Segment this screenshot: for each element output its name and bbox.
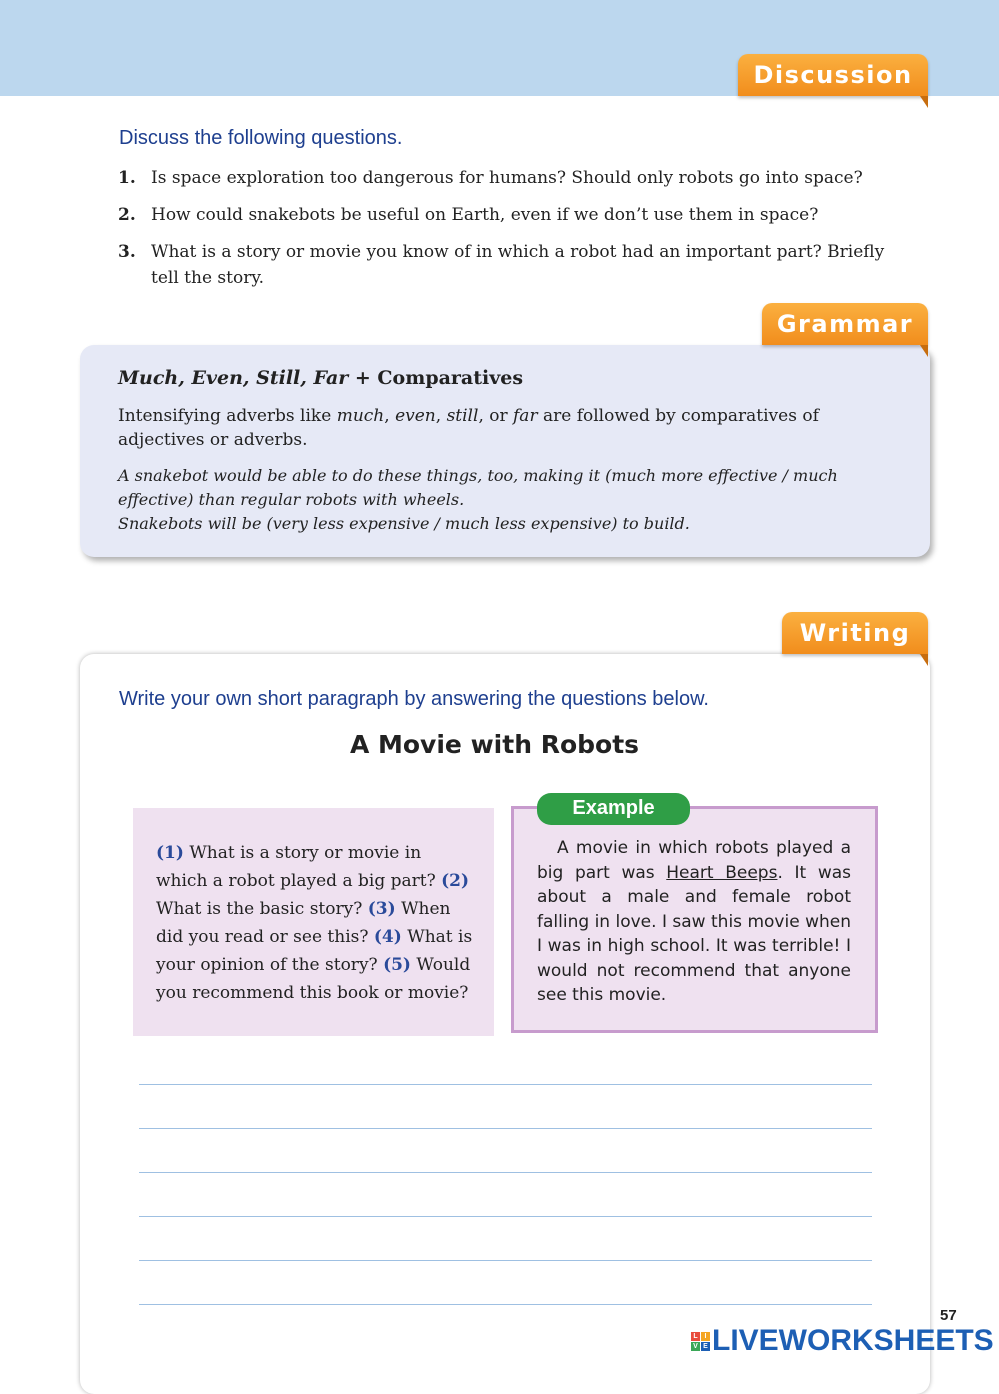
prompt-number: (1)	[156, 843, 184, 863]
grammar-title	[118, 367, 523, 389]
example-text: A movie in which robots played a big part was	[537, 838, 851, 883]
prompt-text: When did you read or see this?	[156, 899, 451, 947]
grammar-title-adverbs: Much, Even, Still, Far	[118, 367, 349, 389]
rule-word: still	[446, 406, 479, 426]
discussion-heading: Discuss the following questions.	[119, 127, 403, 149]
page-number: 57	[940, 1307, 957, 1324]
prompt-number: (4)	[373, 927, 402, 947]
logo-letter: V	[691, 1342, 700, 1351]
logo-letter: I	[701, 1332, 710, 1341]
prompt-text: Would you recommend this book or movie?	[156, 955, 471, 1003]
example-paragraph	[537, 836, 851, 1008]
rule-text: ,	[435, 406, 447, 426]
grammar-rule	[118, 404, 908, 452]
rule-word: far	[513, 406, 538, 426]
example-text: . It was about a male and female robot falling in love. I saw this movie when I was in high school. It was terrible! I would not recommend that anyone see this movie.	[537, 862, 851, 1005]
rule-word: even	[395, 406, 436, 426]
grammar-tab: Grammar	[762, 303, 928, 345]
example-label: Example	[537, 793, 690, 825]
prompt-number: (5)	[383, 955, 411, 975]
logo-icon	[691, 1332, 710, 1351]
question-text: How could snakebots be useful on Earth, even if we don’t use them in space?	[151, 205, 819, 225]
writing-line[interactable]	[139, 1172, 872, 1173]
grammar-examples	[118, 464, 918, 536]
grammar-title-rest: + Comparatives	[354, 367, 524, 389]
list-item	[118, 202, 908, 228]
prompt-text: What is the basic story?	[156, 899, 368, 919]
writing-line[interactable]	[139, 1304, 872, 1305]
question-number: 1.	[118, 168, 136, 188]
liveworksheets-logo	[691, 1326, 994, 1356]
writing-heading: Write your own short paragraph by answering the questions below.	[119, 688, 709, 710]
rule-text: are followed by comparatives of adjectives or adverbs.	[118, 406, 819, 450]
question-number: 2.	[118, 205, 136, 225]
question-number: 3.	[118, 242, 136, 262]
prompt-text: What is your opinion of the story?	[156, 927, 473, 975]
grammar-example-2: Snakebots will be (very less expensive / much less expensive) to build.	[118, 514, 690, 533]
logo-wordmark: LIVEWORKSHEETS	[712, 1324, 994, 1357]
rule-text: Intensifying adverbs like	[118, 406, 337, 426]
writing-tab: Writing	[782, 612, 928, 654]
question-text: What is a story or movie you know of in which a robot had an important part? Briefly tell the story.	[151, 242, 885, 288]
rule-text: ,	[384, 406, 396, 426]
writing-line[interactable]	[139, 1084, 872, 1085]
writing-line[interactable]	[139, 1260, 872, 1261]
discussion-question-list	[118, 165, 908, 302]
logo-letter: L	[691, 1332, 700, 1341]
rule-text: , or	[478, 406, 514, 426]
logo-letter: E	[701, 1342, 710, 1351]
list-item	[118, 239, 908, 291]
writing-line[interactable]	[139, 1216, 872, 1217]
prompt-number: (2)	[441, 871, 470, 891]
rule-word: much	[336, 406, 385, 426]
question-text: Is space exploration too dangerous for humans? Should only robots go into space?	[151, 168, 863, 188]
prompt-questions	[156, 839, 476, 1007]
list-item	[118, 165, 908, 191]
writing-title: A Movie with Robots	[349, 730, 640, 759]
prompt-text: What is a story or movie in which a robot played a big part?	[156, 843, 442, 891]
prompt-number: (3)	[367, 899, 396, 919]
grammar-example-1: A snakebot would be able to do these things, too, making it (much more effective / much effective) than regular robots with wheels.	[118, 466, 838, 509]
discussion-tab: Discussion	[738, 54, 928, 96]
writing-line[interactable]	[139, 1128, 872, 1129]
example-movie-title: Heart Beeps	[666, 862, 778, 883]
